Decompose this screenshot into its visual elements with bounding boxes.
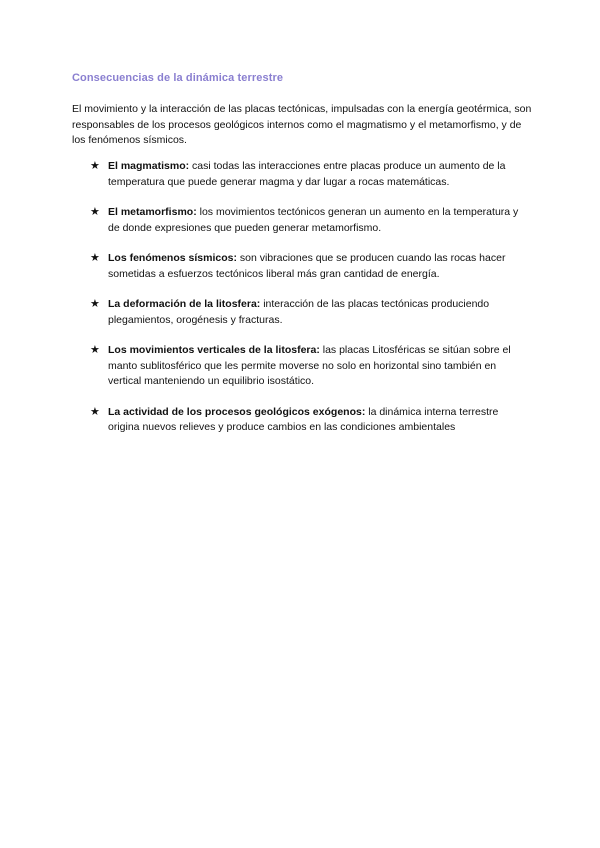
- list-item: [90, 297, 530, 328]
- intro-paragraph: El movimiento y la interacción de las placas tectónicas, impulsadas con la energía geotérmica, son responsables de los procesos geológicos internos como el magmatismo y el metamorfismo, y de los fenómenos sísmicos.: [72, 103, 532, 146]
- bullet-text: interacción de las placas tectónicas produciendo plegamientos, orogénesis y fracturas.: [108, 298, 490, 326]
- bullet-text: las placas Litosféricas se sitúan sobre el manto sublitosférico que les permite moverse no solo en horizontal sino también en vertical manteniendo un equilibrio isostático.: [108, 344, 511, 387]
- star-icon: ★: [90, 160, 100, 172]
- bullet-text: son vibraciones que se producen cuando las rocas hacer sometidas a esfuerzos tectónicos liberal más gran cantidad de energía.: [108, 252, 506, 280]
- bullet-term: Los fenómenos sísmicos:: [108, 252, 237, 264]
- star-icon: ★: [90, 405, 100, 418]
- star-icon: ★: [90, 252, 100, 264]
- list-item: [90, 159, 530, 190]
- bullet-text: los movimientos tectónicos generan un aumento en la temperatura y de donde expresiones que pueden generar metamorfismo.: [108, 206, 519, 234]
- bullet-text: la dinámica interna terrestre origina nuevos relieves y produce cambios en las condiciones ambientales: [108, 405, 499, 433]
- bullet-term: El metamorfismo:: [108, 206, 197, 218]
- bullet-term: La actividad de los procesos geológicos exógenos:: [108, 405, 366, 418]
- list-item: [90, 205, 530, 236]
- bullet-term: La deformación de la litosfera:: [108, 298, 261, 310]
- bullet-term: El magmatismo:: [108, 160, 190, 172]
- document-title: Consecuencias de la dinámica terrestre: [72, 72, 284, 84]
- star-icon: ★: [90, 344, 100, 356]
- bullet-term: Los movimientos verticales de la litosfera:: [108, 344, 320, 356]
- bullet-list: [90, 159, 530, 451]
- list-item: [90, 343, 530, 390]
- star-icon: ★: [90, 298, 100, 310]
- star-icon: ★: [90, 206, 100, 218]
- bullet-text: casi todas las interacciones entre placas produce un aumento de la temperatura que puede generar magma y dar lugar a rocas matemáticas.: [108, 160, 506, 188]
- list-item: [90, 251, 530, 282]
- list-item: [90, 405, 530, 436]
